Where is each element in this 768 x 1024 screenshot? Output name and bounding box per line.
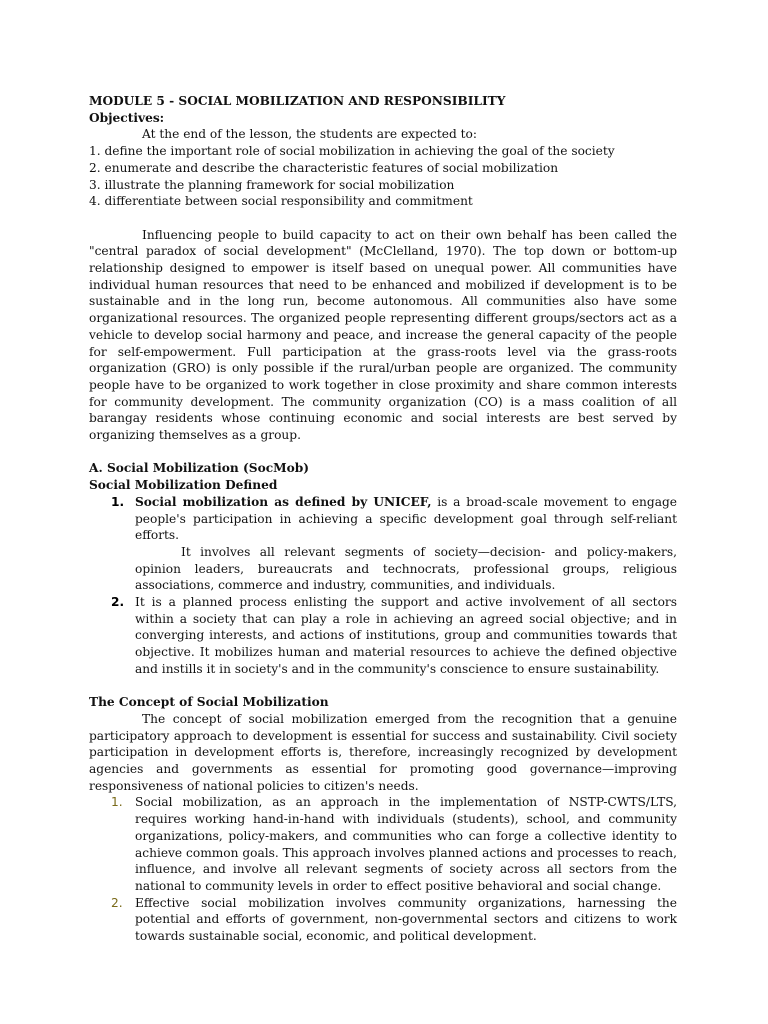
objectives-list [89, 143, 677, 210]
document-page [89, 93, 677, 945]
intro-paragraph: Influencing people to build capacity to act on their own behalf has been called the "central paradox of social development" (McClelland, 1970). The top down or bottom-up relationship designed to empower is itself based on unequal power. All communities have individual human resources that need to be enhanced and mobilized if development is to be sustainable and in the long run, become autonomous. All communities also have some organizational resources. The organized people representing different groups/sectors act as a vehicle to develop social harmony and peace, and increase the general capacity of the people for self-empowerment. Full participation at the grass-roots level via the grass-roots organization (GRO) is only possible if the rural/urban people are organized. The community people have to be organized to work together in close proximity and share common interests for community development. The community organization (CO) is a mass coalition of all barangay residents whose continuing economic and social interests are best served by organizing themselves as a group. [89, 227, 677, 443]
objectives-intro: At the end of the lesson, the students are expected to: [142, 127, 477, 142]
objective-item: 3. illustrate the planning framework for social mobilization [89, 177, 455, 192]
concept-heading: The Concept of Social Mobilization [89, 695, 329, 710]
list-number: 2. [111, 595, 125, 610]
list-number: 1. [111, 795, 123, 810]
spacer [89, 678, 677, 695]
list-item [89, 895, 677, 945]
list-item-text: It is a planned process enlisting the support and active involvement of all sectors within a society that can play a role in achieving an agreed social objective; and in converging interests, and actions of institutions, group and communities towards that objective. It mobilizes human and material resources to achieve the defined objective and instills it in society's and in the community's conscience to ensure sustainability. [135, 595, 677, 676]
list-item [89, 494, 677, 594]
objectives-heading: Objectives: [89, 110, 165, 125]
objective-item: 4. differentiate between social responsibility and commitment [89, 194, 473, 209]
list-number: 1. [111, 494, 125, 509]
spacer [89, 210, 677, 227]
list-item-subparagraph: It involves all relevant segments of society—decision- and policy-makers, opinion leaders, bureaucrats and technocrats, professional groups, religious associations, commerce and industry, communities, and individuals. [135, 544, 677, 593]
list-item-text: Effective social mobilization involves community organizations, harnessing the potential and efforts of government, non-governmental sectors and citizens to work towards sustainable social, economic, and political development. [135, 895, 677, 944]
list-item-text: is a broad-scale movement to engage people's participation in achieving a specific development goal through self-reliant efforts. [135, 494, 677, 543]
unicef-definition-label: Social mobilization as defined by UNICEF, [135, 494, 432, 509]
list-item [89, 794, 677, 894]
section-a-heading: A. Social Mobilization (SocMob) [89, 461, 310, 476]
objective-item: 2. enumerate and describe the characteristic features of social mobilization [89, 160, 559, 175]
concept-paragraph: The concept of social mobilization emerged from the recognition that a genuine participatory approach to development is essential for success and sustainability. Civil society participation in development efforts is, therefore, increasingly recognized by development agencies and governments as essential for promoting good governance—improving responsiveness of national policies to citizen's needs. [89, 711, 677, 793]
list-number: 2. [111, 895, 123, 910]
list-item-text: Social mobilization, as an approach in the implementation of NSTP-CWTS/LTS, requires working hand-in-hand with individuals (students), school, and community organizations, policy-makers, and communities who can forge a collective identity to achieve common goals. This approach involves planned actions and processes to reach, influence, and involve all relevant segments of society across all sectors from the national to community levels in order to effect positive behavioral and social change. [135, 795, 677, 893]
section-a-subheading: Social Mobilization Defined [89, 478, 278, 493]
objective-item: 1. define the important role of social mobilization in achieving the goal of the society [89, 144, 615, 159]
definitions-list [89, 494, 677, 678]
spacer [89, 444, 677, 461]
module-title: MODULE 5 - SOCIAL MOBILIZATION AND RESPONSIBILITY [89, 94, 506, 108]
concept-list [89, 794, 677, 944]
list-item [89, 594, 677, 678]
